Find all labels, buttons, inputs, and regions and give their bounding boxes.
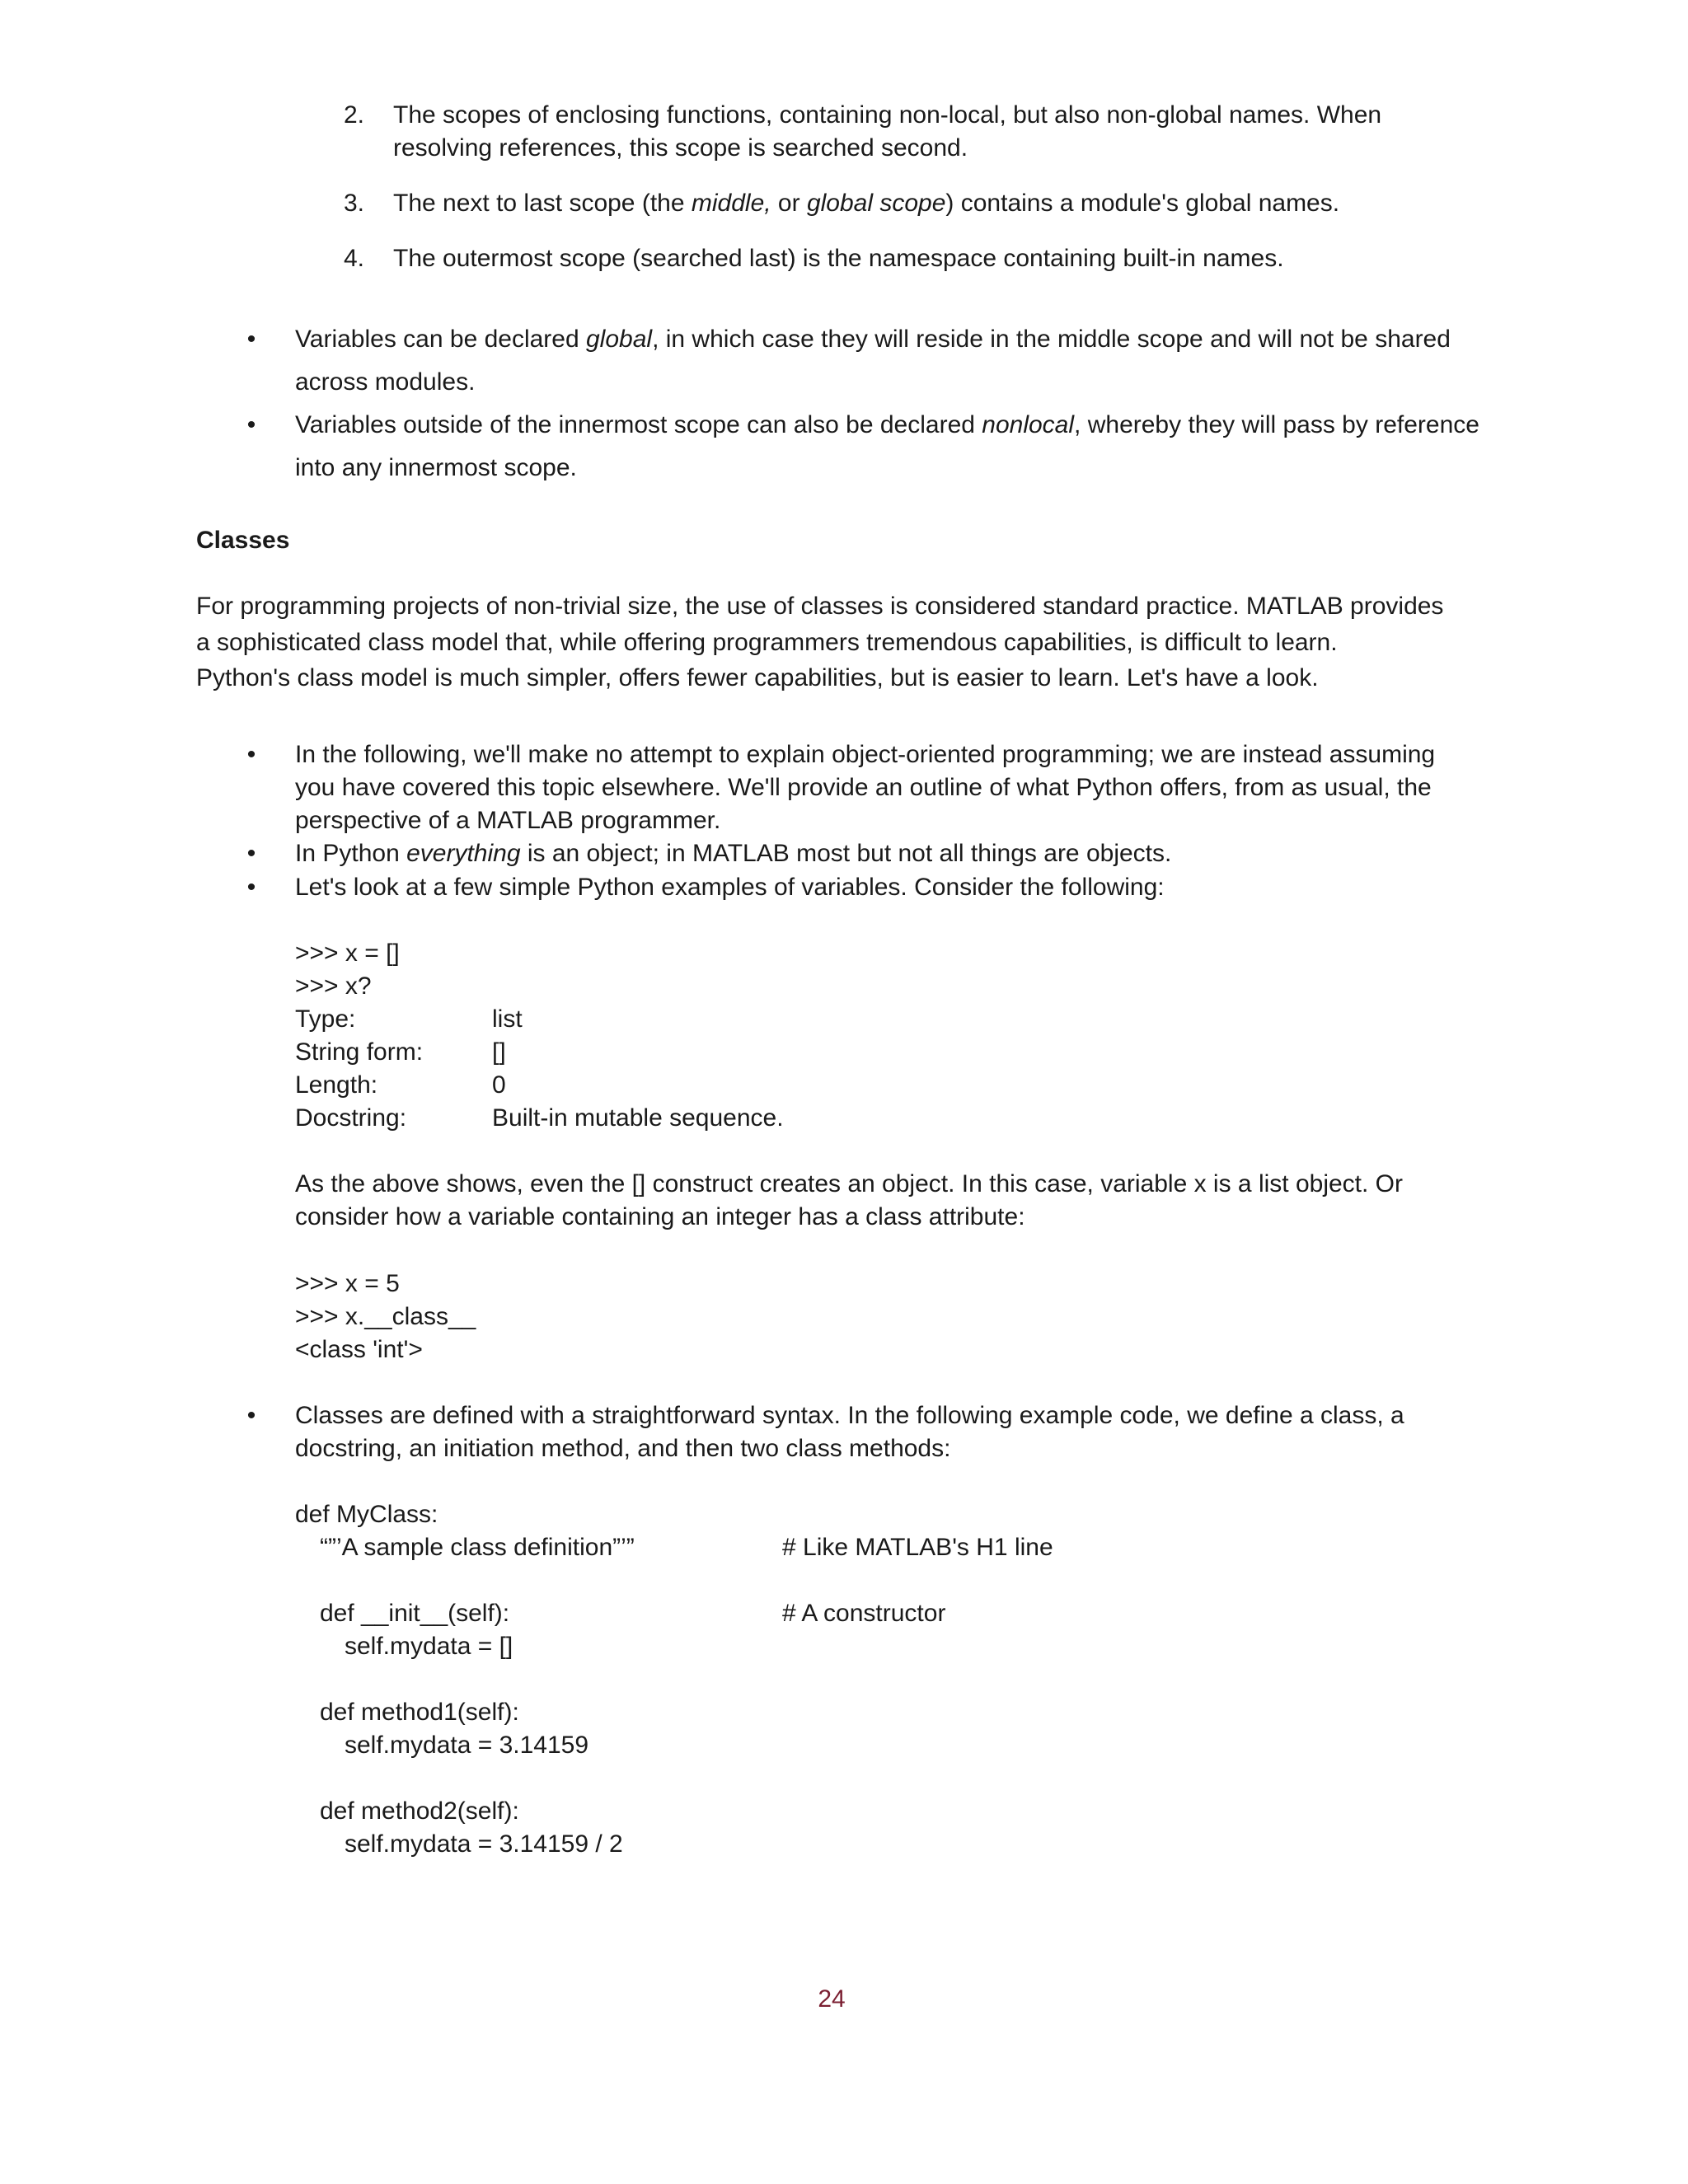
list-text: The next to last scope (the middle, or global scope) contains a module's global names. xyxy=(393,190,1340,217)
list-text: The outermost scope (searched last) is the namespace containing built-in names. xyxy=(393,245,1284,272)
code-comment: # Like MATLAB's H1 line xyxy=(782,1534,1053,1561)
bullet-glyph: • xyxy=(246,874,256,901)
code-key: Docstring: xyxy=(295,1104,407,1132)
code-line: self.mydata = 3.14159 / 2 xyxy=(345,1830,623,1858)
bullet-glyph: • xyxy=(246,326,256,353)
code-line: self.mydata = 3.14159 xyxy=(345,1732,589,1759)
bullet-text: docstring, an initiation method, and then two class methods: xyxy=(295,1435,951,1462)
code-line: >>> x? xyxy=(295,972,372,1000)
bullet-text: across modules. xyxy=(295,368,476,396)
code-line: def method2(self): xyxy=(320,1797,519,1825)
list-number: 3. xyxy=(343,190,364,217)
code-line: “”’A sample class definition”’” xyxy=(320,1534,635,1561)
bullet-text: into any innermost scope. xyxy=(295,454,577,481)
bullet-glyph: • xyxy=(246,840,256,867)
code-line: >>> x.__class__ xyxy=(295,1303,476,1330)
bullet-text: Variables can be declared global, in which case they will reside in the middle scope and will not be shared xyxy=(295,326,1451,353)
bullet-text: Variables outside of the innermost scope can also be declared nonlocal, whereby they will pass by reference xyxy=(295,411,1479,438)
bullet-text: In Python everything is an object; in MATLAB most but not all things are objects. xyxy=(295,840,1172,867)
code-line: <class 'int'> xyxy=(295,1336,423,1363)
code-comment: # A constructor xyxy=(782,1600,946,1627)
bullet-glyph: • xyxy=(246,741,256,768)
code-line: self.mydata = [] xyxy=(345,1633,513,1660)
code-value: 0 xyxy=(492,1071,506,1099)
section-heading: Classes xyxy=(196,527,290,554)
bullet-glyph: • xyxy=(246,411,256,438)
bullet-text: perspective of a MATLAB programmer. xyxy=(295,807,721,834)
code-key: Type: xyxy=(295,1005,356,1033)
bullet-text: Let's look at a few simple Python examples of variables. Consider the following: xyxy=(295,874,1165,901)
code-line: >>> x = [] xyxy=(295,940,400,967)
code-key: String form: xyxy=(295,1038,424,1066)
list-text: resolving references, this scope is searched second. xyxy=(393,134,968,162)
code-value: [] xyxy=(492,1038,506,1066)
code-value: list xyxy=(492,1005,523,1033)
code-key: Length: xyxy=(295,1071,378,1099)
bullet-text: In the following, we'll make no attempt to explain object-oriented programming; we are instead assuming xyxy=(295,741,1436,768)
bullet-text: Classes are defined with a straightforward syntax. In the following example code, we define a class, a xyxy=(295,1402,1404,1429)
paragraph-line: For programming projects of non-trivial size, the use of classes is considered standard practice. MATLAB provides xyxy=(196,593,1444,620)
bullet-glyph: • xyxy=(246,1402,256,1429)
code-line: def MyClass: xyxy=(295,1501,438,1528)
code-line: def __init__(self): xyxy=(320,1600,510,1627)
code-value: Built-in mutable sequence. xyxy=(492,1104,784,1132)
list-text: The scopes of enclosing functions, containing non-local, but also non-global names. When xyxy=(393,101,1382,129)
page-number: 24 xyxy=(818,1985,846,2013)
paragraph-line: a sophisticated class model that, while offering programmers tremendous capabilities, is difficult to learn. xyxy=(196,629,1338,656)
bullet-text: you have covered this topic elsewhere. We'll provide an outline of what Python offers, from as usual, the xyxy=(295,774,1432,801)
code-line: >>> x = 5 xyxy=(295,1270,400,1297)
code-line: def method1(self): xyxy=(320,1699,519,1726)
paragraph-line: consider how a variable containing an integer has a class attribute: xyxy=(295,1203,1025,1230)
list-number: 2. xyxy=(343,101,364,129)
paragraph-line: As the above shows, even the [] construct creates an object. In this case, variable x is a list object. Or xyxy=(295,1170,1403,1197)
list-number: 4. xyxy=(343,245,364,272)
paragraph-line: Python's class model is much simpler, offers fewer capabilities, but is easier to learn. Let's have a look. xyxy=(196,664,1319,691)
